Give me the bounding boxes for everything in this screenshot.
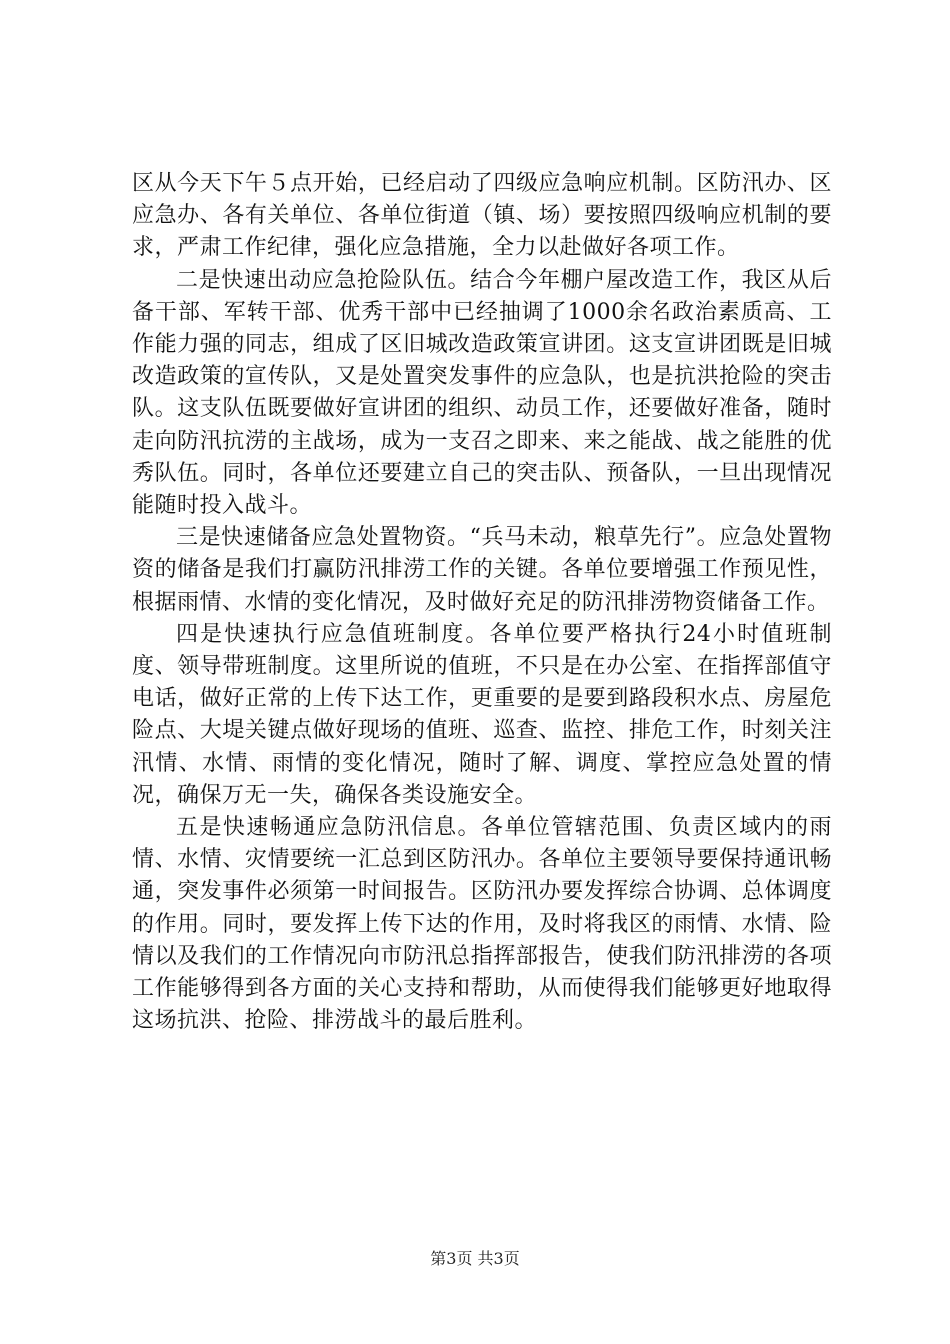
page-number-footer: 第3页 共3页 [430,1249,520,1268]
paragraph-continuation: 区从今天下午５点开始，已经启动了四级应急响应机制。区防汛办、区应急办、各有关单位、各单位街道（镇、场）要按照四级响应机制的要求，严肃工作纪律，强化应急措施，全力以赴做好各项工作。 [132,171,832,261]
paragraph-point-four: 四是快速执行应急值班制度。各单位要严格执行24小时值班制度、领导带班制度。这里所说的值班，不只是在办公室、在指挥部值守电话，做好正常的上传下达工作，更重要的是要到路段积水点、房屋危险点、大堤关键点做好现场的值班、巡查、监控、排危工作，时刻关注汛情、水情、雨情的变化情况，随时了解、调度、掌控应急处置的情况，确保万无一失，确保各类设施安全。 [132,621,832,808]
paragraph-point-three: 三是快速储备应急处置物资。“兵马未动，粮草先行”。应急处置物资的储备是我们打赢防汛排涝工作的关键。各单位要增强工作预见性，根据雨情、水情的变化情况，及时做好充足的防汛排涝物资储备工作。 [132,525,832,615]
paragraph-point-two: 二是快速出动应急抢险队伍。结合今年棚户屋改造工作，我区从后备干部、军转干部、优秀干部中已经抽调了1000余名政治素质高、工作能力强的同志，组成了区旧城改造政策宣讲团。这支宣讲团既是旧城改造政策的宣传队，又是处置突发事件的应急队，也是抗洪抢险的突击队。这支队伍既要做好宣讲团的组织、动员工作，还要做好准备，随时走向防汛抗涝的主战场，成为一支召之即来、来之能战、战之能胜的优秀队伍。同时，各单位还要建立自己的突击队、预备队，一旦出现情况能随时投入战斗。 [132,267,832,519]
document-body [132,168,832,1037]
paragraph-point-five: 五是快速畅通应急防汛信息。各单位管辖范围、负责区域内的雨情、水情、灾情要统一汇总到区防汛办。各单位主要领导要保持通讯畅通，突发事件必须第一时间报告。区防汛办要发挥综合协调、总体调度的作用。同时，要发挥上传下达的作用，及时将我区的雨情、水情、险情以及我们的工作情况向市防汛总指挥部报告，使我们防汛排涝的各项工作能够得到各方面的关心支持和帮助，从而使得我们能够更好地取得这场抗洪、抢险、排涝战斗的最后胜利。 [132,815,832,1034]
